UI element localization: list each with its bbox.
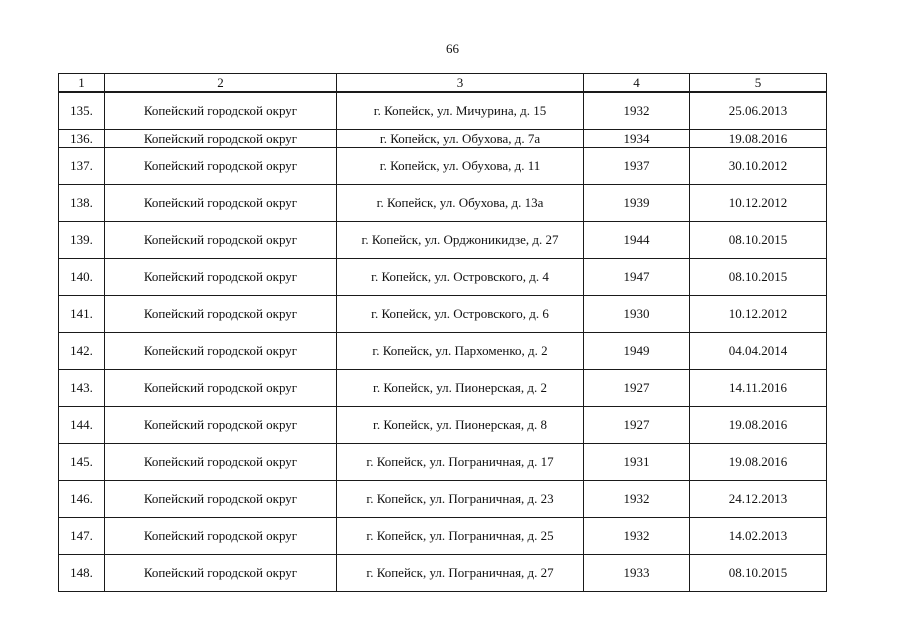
row-number-cell: 140. (59, 259, 105, 296)
table-row (59, 370, 827, 407)
address-cell: г. Копейск, ул. Орджоникидзе, д. 27 (337, 222, 584, 259)
row-number-cell: 144. (59, 407, 105, 444)
row-number-cell: 139. (59, 222, 105, 259)
address-cell: г. Копейск, ул. Обухова, д. 11 (337, 148, 584, 185)
district-cell: Копейский городской округ (105, 333, 337, 370)
address-cell: г. Копейск, ул. Островского, д. 4 (337, 259, 584, 296)
table-row (59, 148, 827, 185)
district-cell: Копейский городской округ (105, 296, 337, 333)
table-row (59, 555, 827, 592)
table-row (59, 222, 827, 259)
page-number: 66 (446, 41, 459, 56)
year-cell: 1931 (584, 444, 690, 481)
address-cell: г. Копейск, ул. Пионерская, д. 8 (337, 407, 584, 444)
district-cell: Копейский городской округ (105, 518, 337, 555)
column-header: 5 (690, 74, 827, 93)
date-cell: 08.10.2015 (690, 222, 827, 259)
date-cell: 08.10.2015 (690, 259, 827, 296)
district-cell: Копейский городской округ (105, 444, 337, 481)
table-row (59, 481, 827, 518)
date-cell: 25.06.2013 (690, 92, 827, 130)
date-cell: 24.12.2013 (690, 481, 827, 518)
column-header: 3 (337, 74, 584, 93)
year-cell: 1932 (584, 518, 690, 555)
row-number-cell: 138. (59, 185, 105, 222)
date-cell: 10.12.2012 (690, 185, 827, 222)
column-header: 1 (59, 74, 105, 93)
year-cell: 1934 (584, 130, 690, 148)
address-cell: г. Копейск, ул. Пархоменко, д. 2 (337, 333, 584, 370)
table-row (59, 518, 827, 555)
table-row (59, 130, 827, 148)
table-header-row (59, 74, 827, 93)
district-cell: Копейский городской округ (105, 130, 337, 148)
table-body (59, 92, 827, 592)
date-cell: 04.04.2014 (690, 333, 827, 370)
district-cell: Копейский городской округ (105, 481, 337, 518)
row-number-cell: 142. (59, 333, 105, 370)
district-cell: Копейский городской округ (105, 370, 337, 407)
column-header: 4 (584, 74, 690, 93)
row-number-cell: 148. (59, 555, 105, 592)
year-cell: 1937 (584, 148, 690, 185)
year-cell: 1939 (584, 185, 690, 222)
year-cell: 1932 (584, 92, 690, 130)
date-cell: 10.12.2012 (690, 296, 827, 333)
address-cell: г. Копейск, ул. Пограничная, д. 17 (337, 444, 584, 481)
table-row (59, 259, 827, 296)
year-cell: 1927 (584, 407, 690, 444)
date-cell: 08.10.2015 (690, 555, 827, 592)
date-cell: 14.02.2013 (690, 518, 827, 555)
year-cell: 1947 (584, 259, 690, 296)
year-cell: 1932 (584, 481, 690, 518)
table-row (59, 296, 827, 333)
year-cell: 1944 (584, 222, 690, 259)
table-row (59, 333, 827, 370)
table-row (59, 185, 827, 222)
year-cell: 1930 (584, 296, 690, 333)
data-table (58, 73, 827, 592)
date-cell: 30.10.2012 (690, 148, 827, 185)
row-number-cell: 146. (59, 481, 105, 518)
date-cell: 19.08.2016 (690, 130, 827, 148)
address-cell: г. Копейск, ул. Мичурина, д. 15 (337, 92, 584, 130)
table-row (59, 92, 827, 130)
district-cell: Копейский городской округ (105, 185, 337, 222)
year-cell: 1927 (584, 370, 690, 407)
address-cell: г. Копейск, ул. Пограничная, д. 27 (337, 555, 584, 592)
date-cell: 14.11.2016 (690, 370, 827, 407)
row-number-cell: 141. (59, 296, 105, 333)
address-cell: г. Копейск, ул. Пограничная, д. 25 (337, 518, 584, 555)
date-cell: 19.08.2016 (690, 444, 827, 481)
address-cell: г. Копейск, ул. Пионерская, д. 2 (337, 370, 584, 407)
district-cell: Копейский городской округ (105, 259, 337, 296)
table-row (59, 407, 827, 444)
row-number-cell: 136. (59, 130, 105, 148)
row-number-cell: 137. (59, 148, 105, 185)
year-cell: 1933 (584, 555, 690, 592)
row-number-cell: 135. (59, 92, 105, 130)
district-cell: Копейский городской округ (105, 148, 337, 185)
date-cell: 19.08.2016 (690, 407, 827, 444)
year-cell: 1949 (584, 333, 690, 370)
row-number-cell: 143. (59, 370, 105, 407)
district-cell: Копейский городской округ (105, 222, 337, 259)
address-cell: г. Копейск, ул. Островского, д. 6 (337, 296, 584, 333)
district-cell: Копейский городской округ (105, 555, 337, 592)
row-number-cell: 147. (59, 518, 105, 555)
column-header: 2 (105, 74, 337, 93)
address-cell: г. Копейск, ул. Пограничная, д. 23 (337, 481, 584, 518)
table-row (59, 444, 827, 481)
district-cell: Копейский городской округ (105, 407, 337, 444)
address-cell: г. Копейск, ул. Обухова, д. 7а (337, 130, 584, 148)
address-cell: г. Копейск, ул. Обухова, д. 13а (337, 185, 584, 222)
row-number-cell: 145. (59, 444, 105, 481)
district-cell: Копейский городской округ (105, 92, 337, 130)
